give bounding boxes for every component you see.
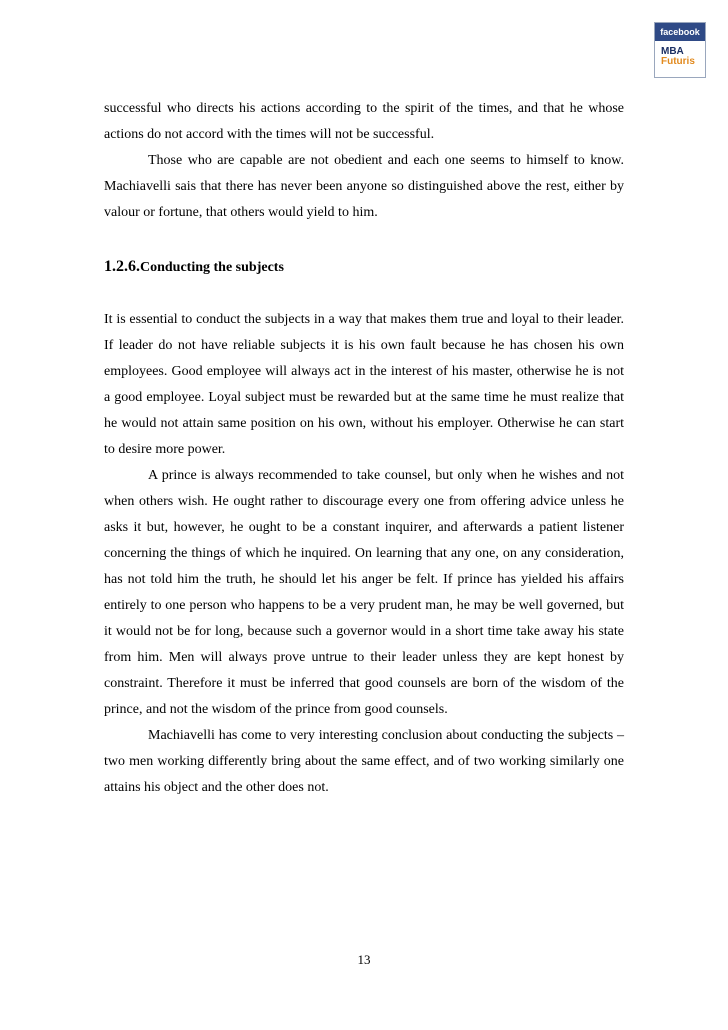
- logo-text: [655, 41, 705, 67]
- paragraph: Machiavelli has come to very interesting conclusion about conducting the subjects – two men working differently bring about the same effect, and of two working similarly one attains his object and the other does not.: [104, 728, 624, 795]
- paragraph-continued: successful who directs his actions according to the spirit of the times, and that he whose actions do not accord with the times will not be successful.: [104, 101, 624, 142]
- paragraph: It is essential to conduct the subjects in a way that makes them true and loyal to their leader. If leader do not have reliable subjects it is his own fault because he has chosen his own employees. Good employee will always act in the interest of his master, otherwise he is not a good employee. Loyal subject must be rewarded but at the same time he must realize that he would not attain same position on his own, without his employer. Otherwise he can start to desire more power.: [104, 312, 624, 457]
- paragraph: Those who are capable are not obedient and each one seems to himself to know. Machiavelli sais that there has never been anyone so distinguished above the rest, either by valour or fortune, that others would yield to him.: [104, 153, 624, 220]
- page-number: 13: [357, 952, 371, 967]
- paragraph: A prince is always recommended to take counsel, but only when he wishes and not when others wish. He ought rather to discourage every one from offering advice unless he asks it but, however, he ought to be a constant inquirer, and afterwards a patient listener concerning the things of which he inquired. On learning that any one, on any consideration, has not told him the truth, he should let his anger be felt. If prince has yielded his affairs entirely to one person who happens to be a very prudent man, he may be well governed, but it would not be for long, because such a governor would in a short time take away his state from him. Men will always prove untrue to their leader unless they are kept honest by constraint. Therefore it must be inferred that good counsels are born of the wisdom of the prince, and not the wisdom of the prince from good counsels.: [104, 468, 624, 717]
- section-number: 1.2.6.: [104, 258, 140, 275]
- section-heading: [104, 254, 624, 281]
- logo-mba-text: MBA: [661, 46, 684, 57]
- logo-futuris-text: Futuris: [661, 56, 695, 67]
- document-body: [104, 96, 624, 801]
- logo-facebook-banner: facebook: [655, 23, 705, 41]
- mba-futuris-logo[interactable]: [654, 22, 706, 78]
- spacer: [104, 281, 624, 307]
- section-title: Conducting the subjects: [140, 260, 284, 275]
